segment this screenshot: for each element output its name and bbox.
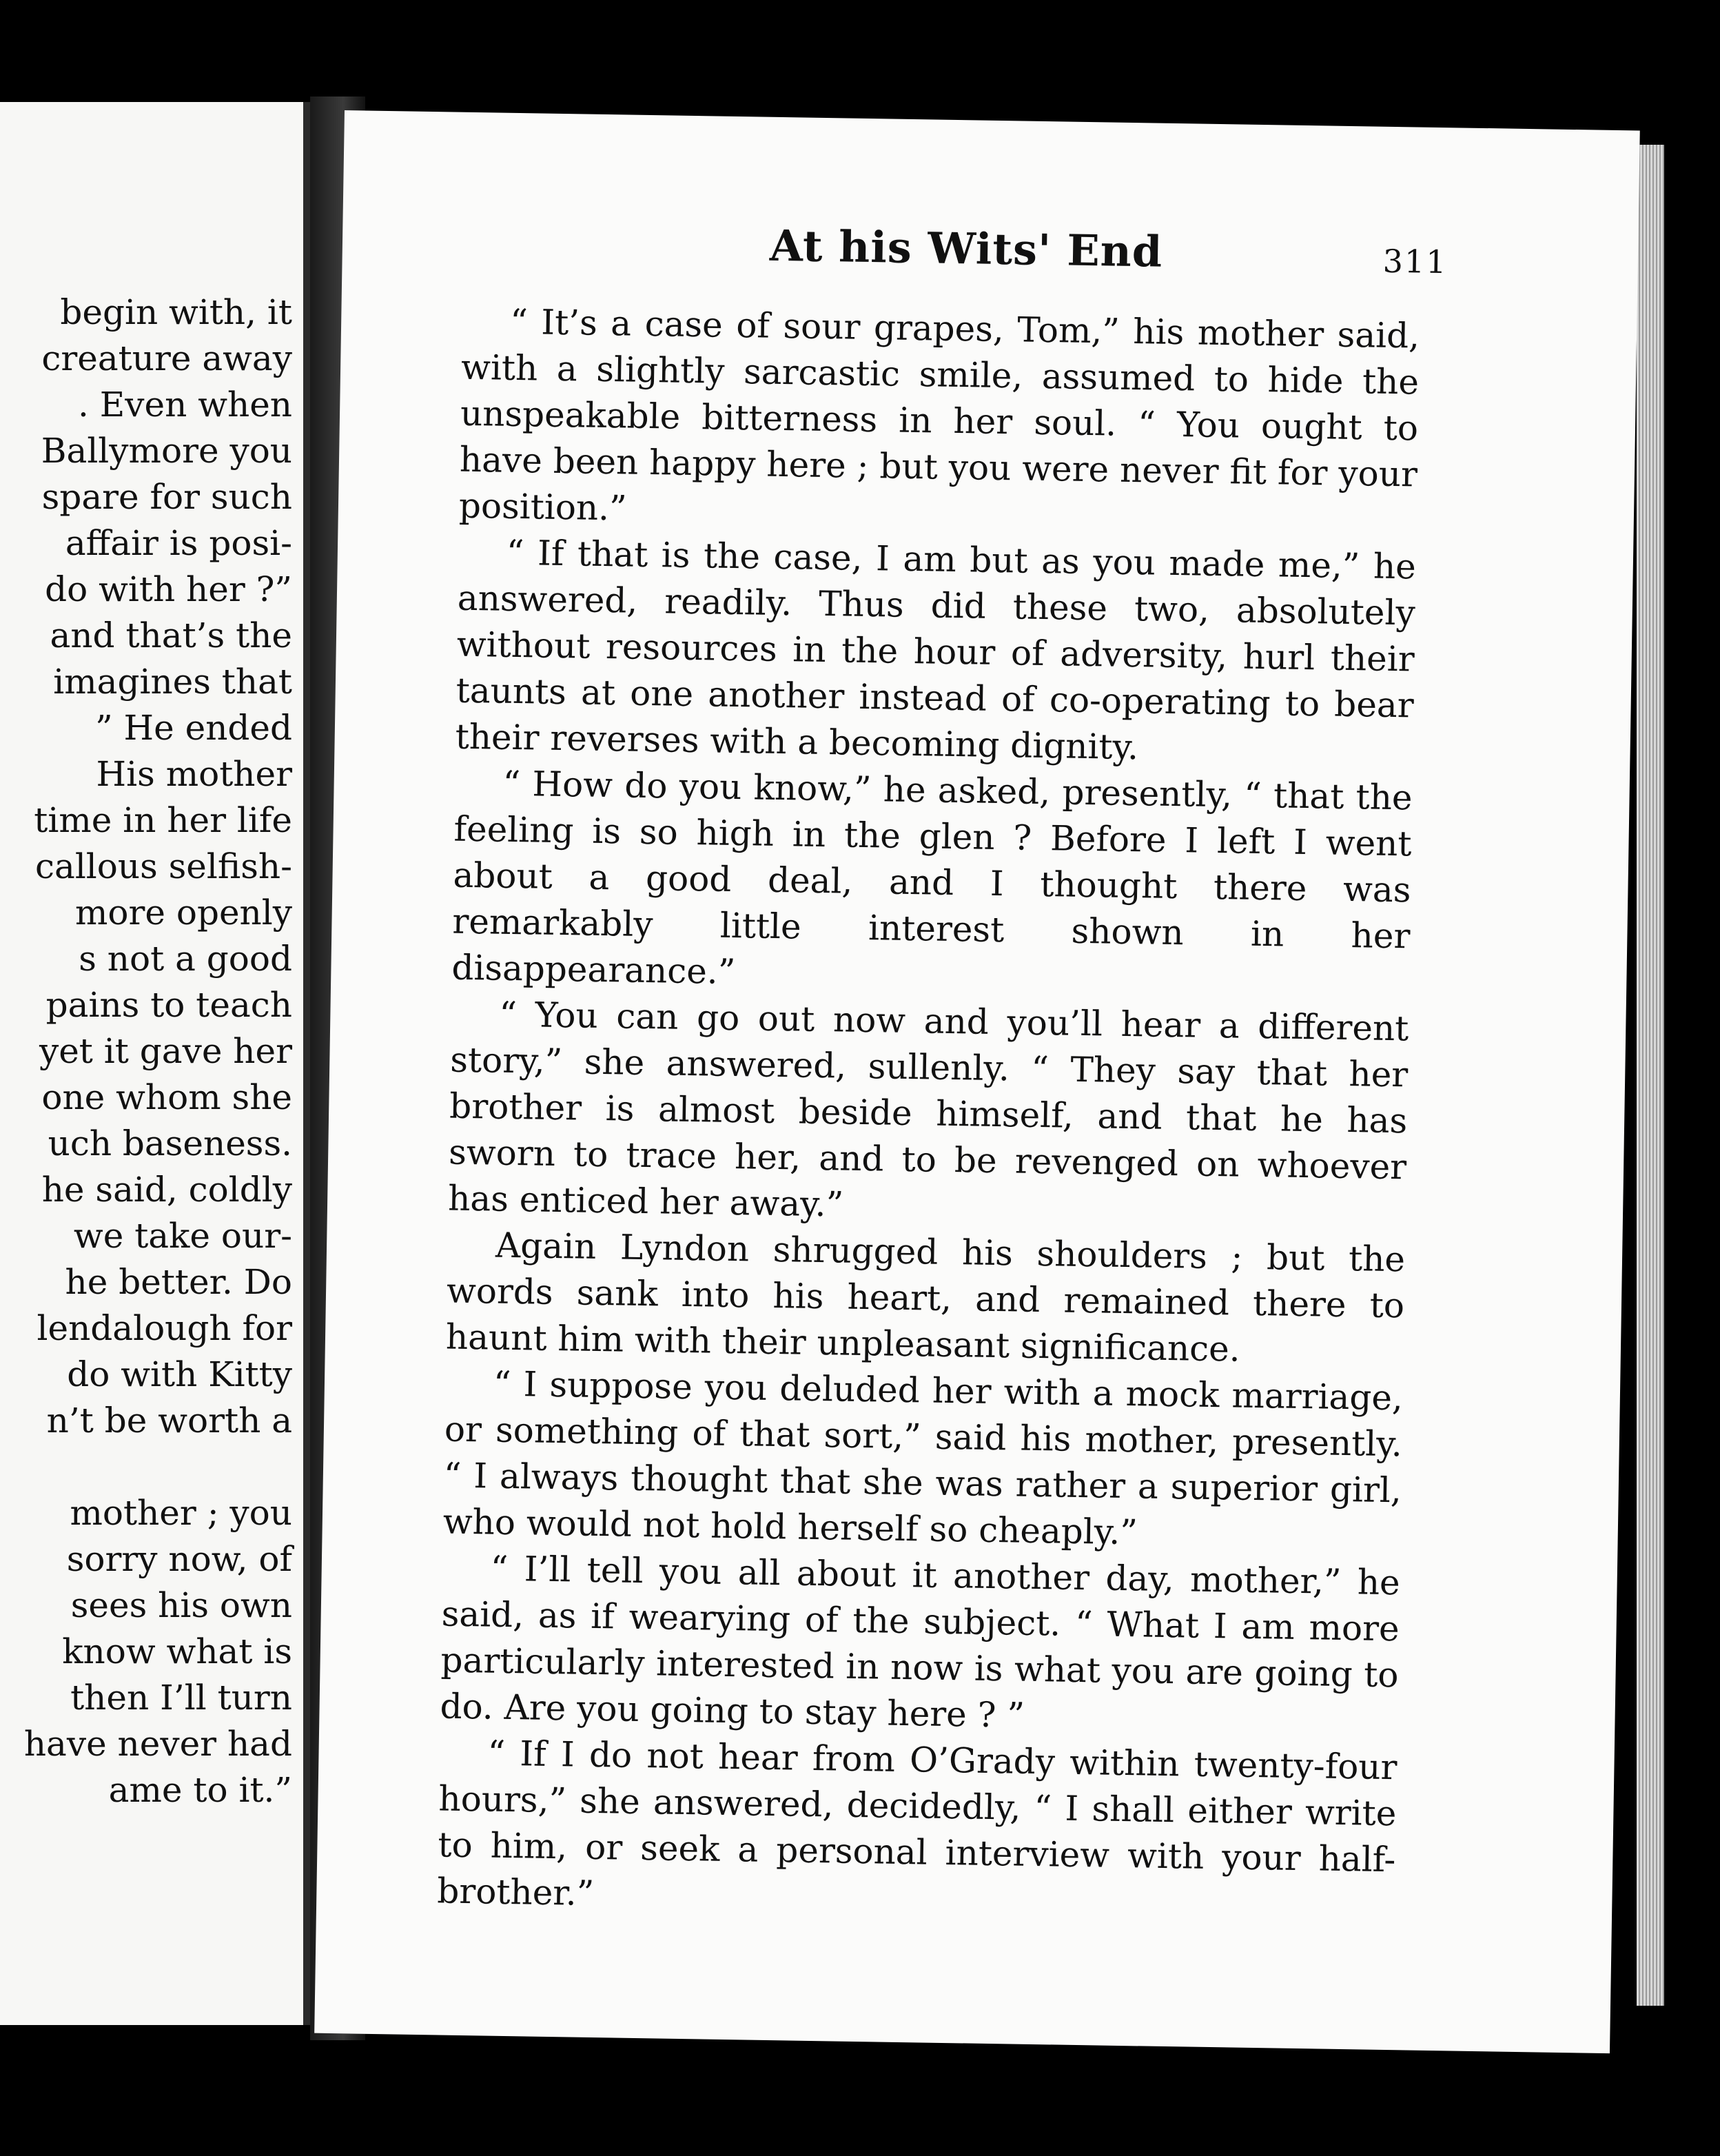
left-page-line: spare for such [41, 477, 292, 517]
paragraph: Again Lyndon shrugged his shoulders ; but the words sank into his heart, and remained there to haunt him with their unpleasant significance. [445, 1225, 1406, 1370]
left-page-line: s not a good [79, 939, 292, 979]
left-page-line: sorry now, of [66, 1539, 292, 1579]
running-head: At his Wits' End [769, 220, 1163, 277]
paragraph: “ You can go out now and you’ll hear a different story,” she answered, sullenly. “ They say that her brother is almost beside himself, and that he has sworn to trace her, and to be revenged on whoever has enticed her away.” [447, 994, 1409, 1225]
left-page-line: he said, coldly [41, 1170, 292, 1210]
page-edges [1637, 145, 1664, 2006]
paragraph: “ It’s a case of sour grapes, Tom,” his mother said, with a slightly sarcastic smile, assumed to hide the unspeakable bitterness in her soul. “ You ought to have been happy here ; but you were never fit for your position.” [458, 301, 1420, 529]
left-page-line: do with Kitty [67, 1354, 292, 1394]
left-page-line: pains to teach [45, 985, 292, 1025]
left-page-line: one whom she [41, 1077, 292, 1117]
left-page-line: yet it gave her [39, 1031, 292, 1071]
left-page-text [0, 289, 292, 1813]
left-page-line: sees his own [70, 1585, 292, 1625]
paragraph: “ If that is the case, I am but as you made me,” he answered, readily. Thus did these two, absolutely without resources in the hour of adversity, hurl their taunts at one another instead of co-operating to bear their reverses with a becoming dignity. [455, 532, 1417, 768]
left-page-line: imagines that [53, 662, 292, 702]
left-page-line: we take our- [73, 1216, 292, 1256]
paragraph: “ I suppose you deluded her with a mock marriage, or something of that sort,” said his mother, presently. “ I always thought that she was rather a superior girl, who would not hold herself so cheaply.” [442, 1363, 1404, 1553]
left-page-line: creature away [41, 338, 292, 378]
left-page-line: ame to it.” [108, 1770, 292, 1810]
left-page-line: affair is posi- [65, 523, 292, 563]
left-page-line [0, 1444, 292, 1490]
left-page-line: . Even when [77, 385, 292, 425]
left-page-line: n’t be worth a [46, 1401, 292, 1441]
page-number: 311 [1382, 242, 1448, 281]
right-page [314, 110, 1640, 2053]
left-page-line: time in her life [34, 800, 292, 840]
left-page-line: lendalough for [37, 1308, 292, 1348]
left-page-line: begin with, it [60, 292, 292, 332]
left-page-line: mother ; you [70, 1493, 292, 1533]
paragraph: “ I’ll tell you all about it another day, mother,” he said, as if wearying of the subject. “ What I am more particularly interested in now is what you are going to do. Are you going to stay here ? ” [440, 1548, 1401, 1736]
left-page [0, 102, 310, 2025]
left-page-line: and that’s the [50, 616, 292, 655]
left-page-line: have never had [23, 1724, 292, 1764]
left-page-line: do with her ?” [45, 569, 292, 609]
left-page-line: ” He ended [95, 708, 292, 748]
left-page-line: then I’ll turn [70, 1678, 292, 1718]
left-page-line: he better. Do [65, 1262, 292, 1302]
left-page-line: Ballymore you [41, 431, 292, 471]
body-text [437, 298, 1420, 1930]
left-page-line: uch baseness. [48, 1123, 292, 1163]
left-page-line: know what is [62, 1631, 292, 1671]
left-page-line: callous selfish- [35, 846, 292, 886]
paragraph: “ How do you know,” he asked, presently, “ that the feeling is so high in the glen ? Before I left I went about a good deal, and I thought there was remarkably little interest shown in her disappearance.” [451, 763, 1413, 993]
paragraph: “ If I do not hear from O’Grady within twenty-four hours,” she answered, decidedly, “ I shall either write to him, or seek a personal interview with your half-brother.” [436, 1733, 1398, 1914]
left-page-line: more openly [74, 893, 292, 933]
left-page-line: His mother [96, 754, 292, 794]
